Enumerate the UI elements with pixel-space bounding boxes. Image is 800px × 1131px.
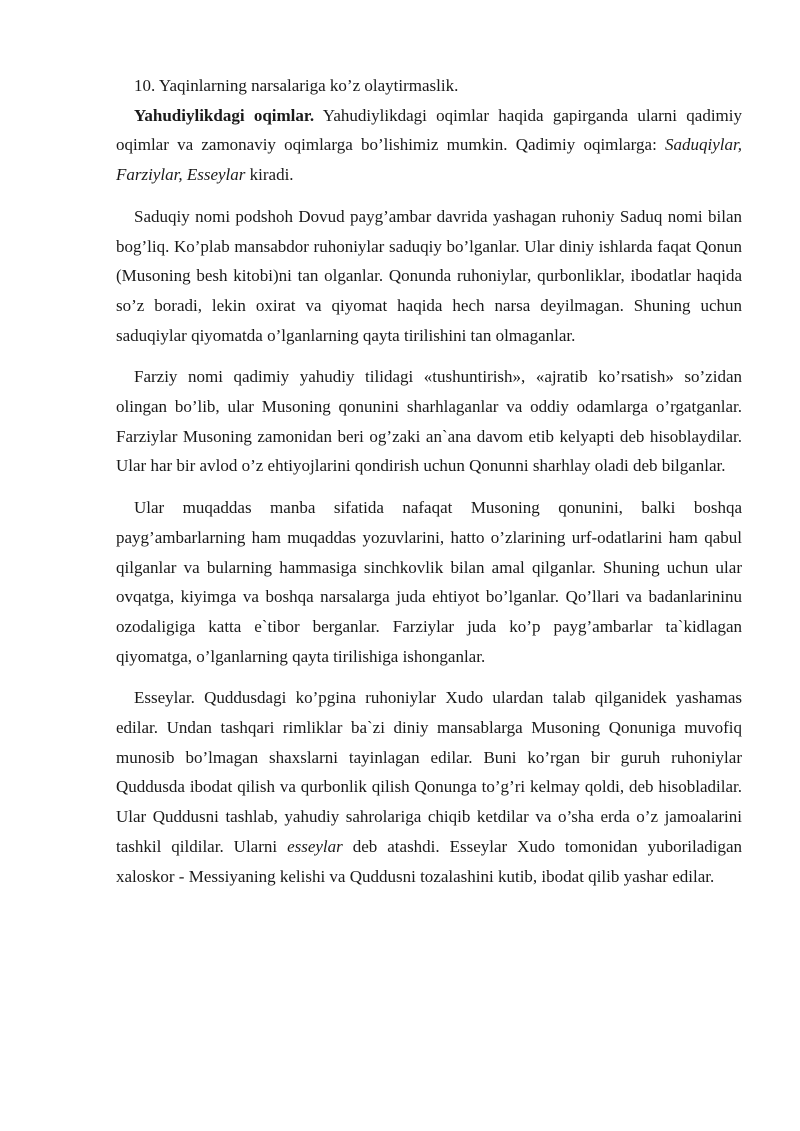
italic-terms: Saduqiylar, Farziylar, Esseylar — [116, 135, 742, 185]
list-item-10: 10. Yaqinlarning narsalariga ko’z olaytirmaslik. — [134, 76, 459, 95]
paragraph-text: deb atashdi. Esseylar Xudo tomonidan yuboriladigan xaloskor - Messiyaning kelishi va Quddusni tozalashini kutib, ibodat qilib yashar edilar. — [116, 836, 743, 886]
section-heading: Yahudiylikdagi oqimlar. — [134, 105, 315, 125]
paragraph-saduqiy: Saduqiy nomi podshoh Dovud payg’ambar davrida yashagan ruhoniy Saduq nomi bilan bog’liq. Ko’plab mansabdor ruhoniylar saduqiy bo’lganlar. Ular diniy ishlarda faqat Qonun (Musoning besh kitobi)ni tan olganlar. Qonunda ruhoniylar, qurbonliklar, ibodatlar haqida so’z boradi, lekin oxirat va qiyomat haqida hech narsa deyilmagan. Shuning uchun saduqiylar qiyomatda o’lganlarning qayta tirilishini tan olmaganlar. — [116, 206, 742, 345]
paragraph-esseylar — [116, 683, 742, 891]
italic-term: esseylar — [287, 836, 343, 856]
paragraph-farziy: Farziy nomi qadimiy yahudiy tilidagi «tushuntirish», «ajratib ko’rsatish» so’zidan olingan bo’lib, ular Musoning qonunini sharhlaganlar va oddiy odamlarga o’rgatganlar. Farziylar Musoning zamonidan beri og’zaki an`ana davom etib kelyapti deb hisoblaydilar. Ular har bir avlod o’z ehtiyojlarini qondirish uchun Qonunni sharhlay oladi deb bilganlar. — [116, 367, 742, 476]
paragraph-text: Yahudiylikdagi oqimlar haqida gapirganda ularni qadimiy oqimlar va zamonaviy oqimlarga bo’lishimiz mumkin. Qadimiy oqimlarga: — [116, 105, 743, 155]
paragraph-text: kiradi. — [245, 165, 294, 185]
paragraph-oqimlar — [116, 101, 742, 190]
paragraph-text: Esseylar. Quddusdagi ko’pgina ruhoniylar Xudo ulardan talab qilganidek yashamas edilar. Undan tashqari rimliklar ba`zi diniy mansablarga Musoning Qonuniga muvofiq munosib bo’lmagan shaxslarni tayinlagan edilar. Buni ko’rgan bir guruh ruhoniylar Quddusda ibodat qilish va qurbonlik qilish Qonunga to’g’ri kelmay qoldi, deb hisobladilar. Ular Quddusni tashlab, yahudiy sahrolariga chiqib ketdilar va o’sha erda o’z jamoalarini tashkil qildilar. Ularni — [116, 688, 742, 856]
paragraph-muqaddas: Ular muqaddas manba sifatida nafaqat Musoning qonunini, balki boshqa payg’ambarlarning ham muqaddas yozuvlarini, hatto o’zlarining urf-odatlarini ham qabul qilganlar va bularning hammasiga sinchkovlik bilan amal qilganlar. Shuning uchun ular ovqatga, kiyimga va boshqa narsalarga juda ehtiyot bo’lganlar. Qo’llari va badanlarininu ozodaligiga katta e`tibor berganlar. Farziylar juda ko’p payg’ambarlar ta`kidlagan qiyomatga, o’lganlarning qayta tirilishiga ishonganlar. — [116, 498, 742, 666]
document-page — [116, 71, 742, 891]
